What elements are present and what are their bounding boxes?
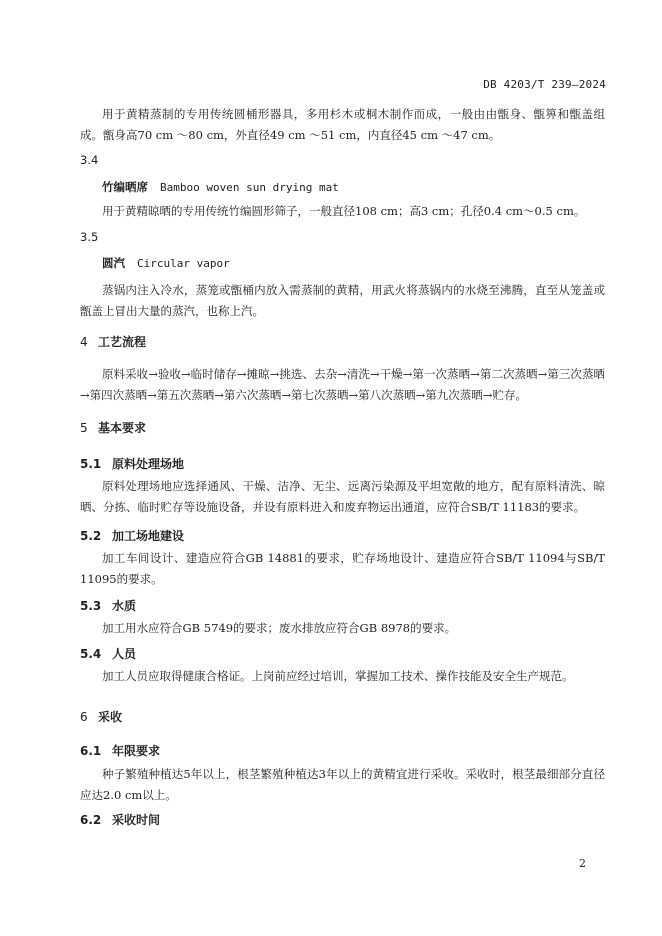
clause-3-4-definition: 用于黄精晾晒的专用传统竹编圆形筛子，一般直径108 cm；高3 cm；孔径0.4 cm～0.5 cm。 <box>102 204 586 218</box>
clause-3-5-term <box>80 255 627 271</box>
steamer-definition: 用于黄精蒸制的专用传统圆桶形器具，多用杉木或桐木制作而成，一般由由甑身、甑箅和甑盖组成。甑身高70 cm ～80 cm，外直径49 cm ～51 cm，内直径45 cm ～47 cm。 <box>80 107 605 142</box>
clause-3-5-number: 3.5 <box>80 230 99 244</box>
section-5-3-text: 加工用水应符合GB 5749的要求；废水排放应符合GB 8978的要求。 <box>102 621 457 635</box>
clause-3-4-term <box>80 179 627 195</box>
section-4-heading: 4 工艺流程 <box>80 335 147 349</box>
term-cn: 圆汽 <box>102 256 125 270</box>
document-code: DB 4203/T 239—2024 <box>483 78 606 91</box>
section-4-text: 原料采收→验收→临时储存→摊晾→挑选、去杂→清洗→干燥→第一次蒸晒→第二次蒸晒→第三次蒸晒→第四次蒸晒→第五次蒸晒→第六次蒸晒→第七次蒸晒→第八次蒸晒→第九次蒸晒→贮存。 <box>80 367 605 402</box>
section-5-2-heading: 5.2 加工场地建设 <box>80 529 185 543</box>
section-6-heading: 6 采收 <box>80 710 123 724</box>
section-6-1-text: 种子繁殖种植达5年以上，根茎繁殖种植达3年以上的黄精宜进行采收。采收时，根茎最细部分直径应达2.0 cm以上。 <box>80 767 605 802</box>
page-number: 2 <box>579 857 586 870</box>
section-5-1-text: 原料处理场地应选择通风、干燥、洁净、无尘、远离污染源及平坦宽敞的地方，配有原料清洗、晾晒、分拣、临时贮存等设施设备，并设有原料进入和废弃物运出通道，应符合SB/T 11183的要求。 <box>80 479 605 514</box>
term-en: Circular vapor <box>137 257 230 270</box>
term-cn: 竹编晒席 <box>102 180 148 194</box>
section-5-4-heading: 5.4 人员 <box>80 647 137 661</box>
section-5-2-text: 加工车间设计、建造应符合GB 14881的要求，贮存场地设计、建造应符合SB/T 11094与SB/T 11095的要求。 <box>80 551 605 586</box>
section-6-1-heading: 6.1 年限要求 <box>80 744 161 758</box>
clause-3-5-definition: 蒸锅内注入冷水，蒸笼或甑桶内放入需蒸制的黄精，用武火将蒸锅内的水烧至沸腾，直至从笼盖或甑盖上冒出大量的蒸汽，也称上汽。 <box>80 283 605 318</box>
term-en: Bamboo woven sun drying mat <box>160 181 339 194</box>
section-6-2-heading: 6.2 采收时间 <box>80 813 161 827</box>
section-5-3-heading: 5.3 水质 <box>80 599 137 613</box>
section-5-heading: 5 基本要求 <box>80 421 147 435</box>
section-5-1-heading: 5.1 原料处理场地 <box>80 457 185 471</box>
clause-3-4-number: 3.4 <box>80 153 99 167</box>
section-5-4-text: 加工人员应取得健康合格证。上岗前应经过培训，掌握加工技术、操作技能及安全生产规范。 <box>102 669 574 683</box>
